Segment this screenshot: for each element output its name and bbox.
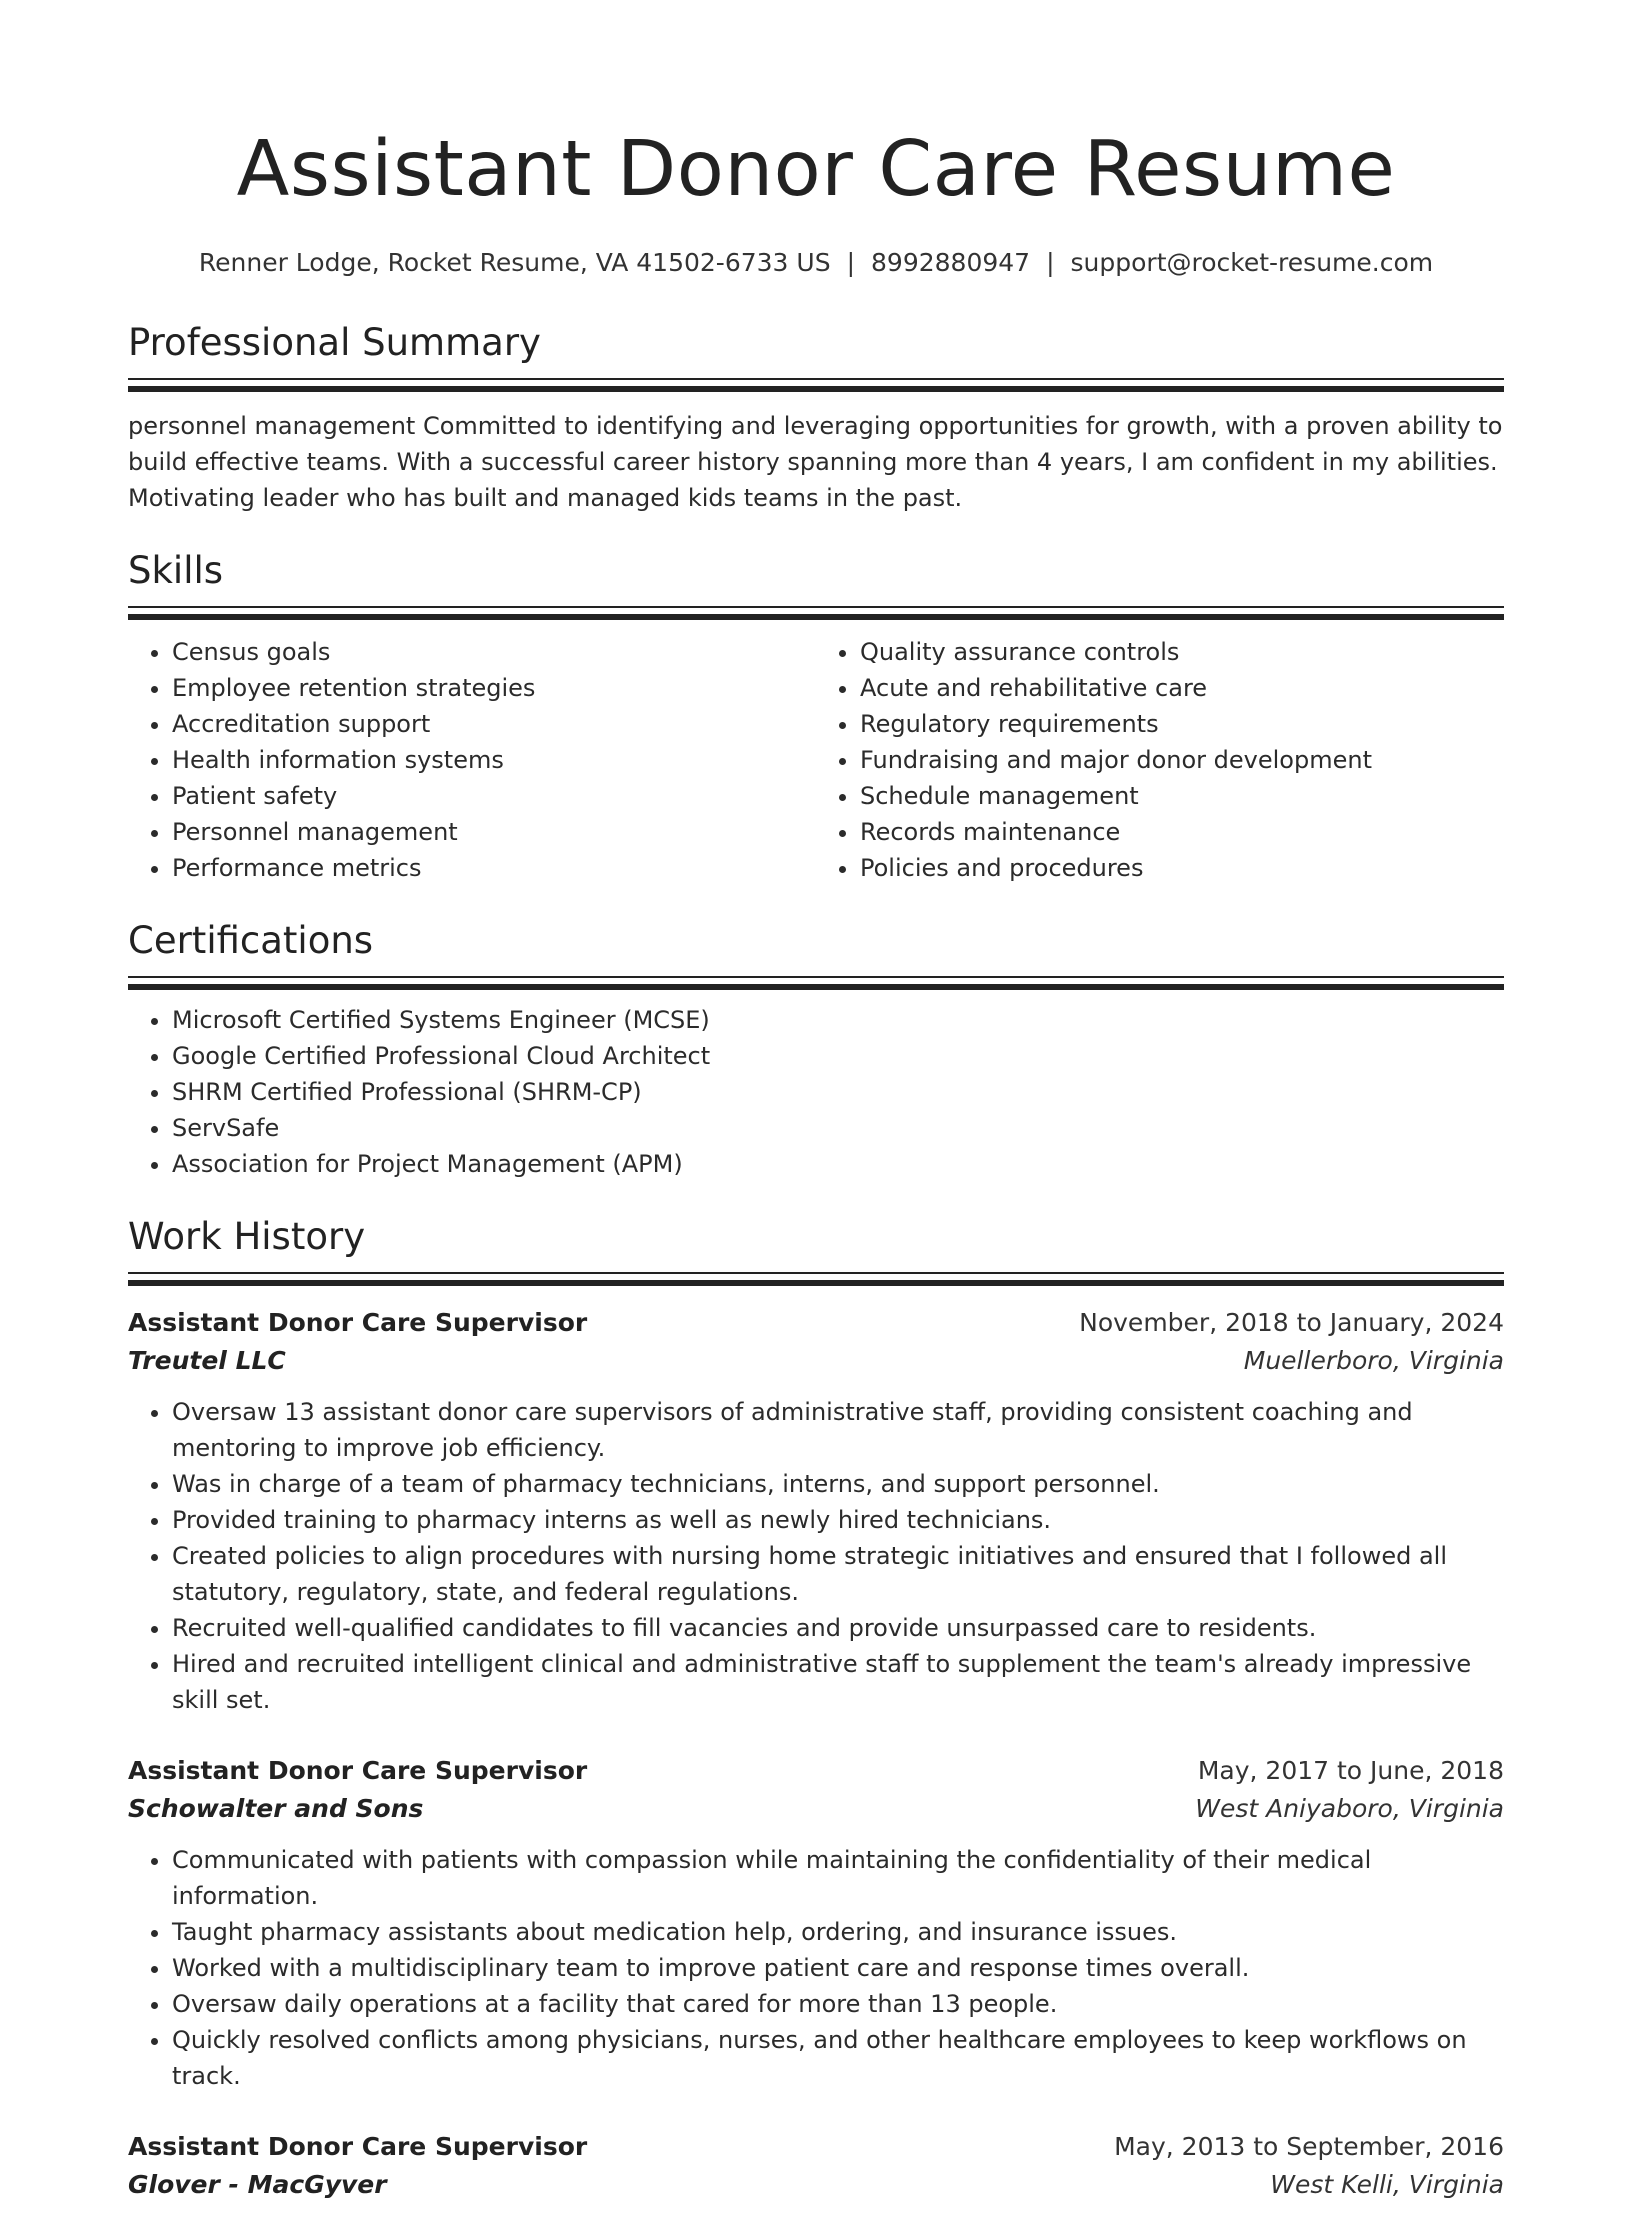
job-header [128,2128,1504,2166]
job-bullet: • Taught pharmacy assistants about medication help, ordering, and insurance issues. [172,1914,1504,1950]
job-bullet: • Quickly resolved conflicts among physicians, nurses, and other healthcare employees to keep workflows on track. [172,2022,1504,2094]
job-bullet: • Worked with a multidisciplinary team to improve patient care and response times overall. [172,1950,1504,1986]
job-bullets [128,1842,1504,2094]
job-dates: May, 2013 to September, 2016 [1114,2132,1504,2161]
job-subheader [128,1790,1504,1828]
certification-item: • Microsoft Certified Systems Engineer (MCSE) [172,1002,1504,1038]
skill-item: • Health information systems [172,742,816,778]
section-divider [128,1272,1504,1274]
section-divider [128,606,1504,608]
summary-section [128,318,1504,516]
section-divider [128,976,1504,978]
certifications-section [128,916,1504,1182]
contact-separator: | [1046,248,1055,277]
skill-item: • Fundraising and major donor development [860,742,1504,778]
section-divider-thick [128,614,1504,620]
job-bullet: • Provided training to pharmacy interns as well as newly hired technicians. [172,1502,1504,1538]
job-company: Glover - MacGyver [128,2170,387,2199]
resume-title: Assistant Donor Care Resume [236,125,1396,214]
skill-item: • Employee retention strategies [172,670,816,706]
certifications-list [128,1002,1504,1182]
job-bullets [128,1394,1504,1718]
work-history-section [128,1212,1504,2204]
skill-item: • Personnel management [172,814,816,850]
section-heading-summary: Professional Summary [128,321,541,364]
certification-item: • SHRM Certified Professional (SHRM-CP) [172,1074,1504,1110]
job-bullet: • Oversaw 13 assistant donor care supervisors of administrative staff, providing consistent coaching and mentoring to improve job efficiency. [172,1394,1504,1466]
certification-item: • ServSafe [172,1110,1504,1146]
job-title: Assistant Donor Care Supervisor [128,1756,588,1785]
section-divider-thick [128,984,1504,990]
job-title: Assistant Donor Care Supervisor [128,1308,588,1337]
job-title: Assistant Donor Care Supervisor [128,2132,588,2161]
skills-list-left [128,634,816,886]
skills-list-right [816,634,1504,886]
skill-item: • Quality assurance controls [860,634,1504,670]
job-dates: November, 2018 to January, 2024 [1079,1308,1504,1337]
skill-item: • Census goals [172,634,816,670]
skill-item: • Records maintenance [860,814,1504,850]
contact-phone: 8992880947 [871,248,1031,277]
skills-section [128,546,1504,886]
job-header [128,1304,1504,1342]
skill-item: • Patient safety [172,778,816,814]
job-bullet: • Recruited well-qualified candidates to fill vacancies and provide unsurpassed care to residents. [172,1610,1504,1646]
job-dates: May, 2017 to June, 2018 [1197,1756,1504,1785]
job-subheader [128,1342,1504,1380]
job-company: Schowalter and Sons [128,1794,424,1823]
job-bullet: • Oversaw daily operations at a facility that cared for more than 13 people. [172,1986,1504,2022]
section-heading-skills: Skills [128,549,224,592]
job-location: West Kelli, Virginia [1270,2170,1504,2199]
job-bullet: • Hired and recruited intelligent clinical and administrative staff to supplement the team's already impressive skill set. [172,1646,1504,1718]
job-bullet: • Was in charge of a team of pharmacy technicians, interns, and support personnel. [172,1466,1504,1502]
job-subheader [128,2166,1504,2204]
skill-item: • Accreditation support [172,706,816,742]
skill-item: • Acute and rehabilitative care [860,670,1504,706]
job-bullet: • Communicated with patients with compassion while maintaining the confidentiality of their medical information. [172,1842,1504,1914]
job-entry [128,2128,1504,2204]
section-divider-thick [128,386,1504,392]
job-entry [128,1752,1504,2094]
job-location: Muellerboro, Virginia [1243,1346,1504,1375]
job-company: Treutel LLC [128,1346,286,1375]
job-location: West Aniyaboro, Virginia [1195,1794,1504,1823]
skill-item: • Regulatory requirements [860,706,1504,742]
skill-item: • Schedule management [860,778,1504,814]
skill-item: • Policies and procedures [860,850,1504,886]
summary-text: personnel management Committed to identifying and leveraging opportunities for growth, with a proven ability to build effective teams. With a successful career history spanning more than 4 years, I am confident in my abilities. Motivating leader who has built and managed kids teams in the past. [128,412,1503,512]
job-entry [128,1304,1504,1718]
contact-address: Renner Lodge, Rocket Resume, VA 41502-6733 US [198,248,831,277]
certification-item: • Association for Project Management (APM) [172,1146,1504,1182]
skill-item: • Performance metrics [172,850,816,886]
certification-item: • Google Certified Professional Cloud Architect [172,1038,1504,1074]
contact-email: support@rocket-resume.com [1070,248,1434,277]
contact-separator: | [846,248,856,277]
section-divider [128,378,1504,380]
section-heading-work-history: Work History [128,1215,366,1258]
resume-page [128,0,1504,2238]
contact-line [128,246,1504,280]
job-header [128,1752,1504,1790]
job-bullet: • Created policies to align procedures with nursing home strategic initiatives and ensured that I followed all statutory, regulatory, state, and federal regulations. [172,1538,1504,1610]
skills-columns [128,634,1504,886]
section-divider-thick [128,1280,1504,1286]
section-heading-certifications: Certifications [128,919,374,962]
